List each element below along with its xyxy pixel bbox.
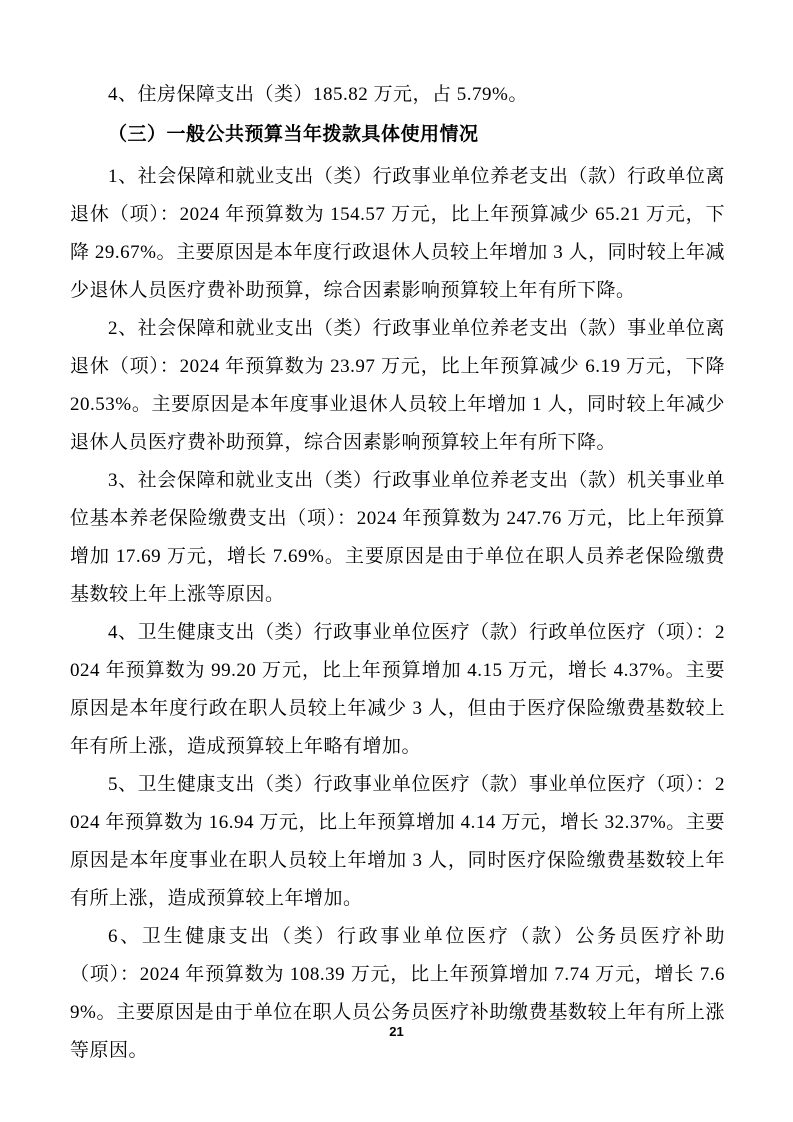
body-paragraph-1: 1、社会保障和就业支出（类）行政事业单位养老支出（款）行政单位离退休（项）：2024 年预算数为 154.57 万元，比上年预算减少 65.21 万元，下降 29.67%。主要原因是本年度行政退休人员较上年增加 3 人，同时较上年减少退休人员医疗费补助预算，综合因素影响预算较上年有所下降。 (70, 166, 725, 301)
section-heading: （三）一般公共预算当年拨款具体使用情况 (108, 124, 479, 145)
page-number: 21 (389, 1024, 404, 1039)
body-paragraph-5: 5、卫生健康支出（类）行政事业单位医疗（款）事业单位医疗（项）：2024 年预算数为 16.94 万元，比上年预算增加 4.14 万元，增长 32.37%。主要原因是本年度事业在职人员较上年增加 3 人，同时医疗保险缴费基数较上年有所上涨，造成预算较上年增加。 (70, 774, 725, 909)
body-paragraph-4: 4、卫生健康支出（类）行政事业单位医疗（款）行政单位医疗（项）：2024 年预算数为 99.20 万元，比上年预算增加 4.15 万元，增长 4.37%。主要原因是本年度行政在职人员较上年减少 3 人，但由于医疗保险缴费基数较上年有所上涨，造成预算较上年略有增加。 (70, 622, 725, 757)
body-paragraph-2: 2、社会保障和就业支出（类）行政事业单位养老支出（款）事业单位离退休（项）：2024 年预算数为 23.97 万元，比上年预算减少 6.19 万元，下降 20.53%。主要原因是本年度事业退休人员较上年增加 1 人，同时较上年减少退休人员医疗费补助预算，综合因素影响预算较上年有所下降。 (70, 318, 725, 453)
body-paragraph-6: 6、卫生健康支出（类）行政事业单位医疗（款）公务员医疗补助（项）：2024 年预算数为 108.39 万元，比上年预算增加 7.74 万元，增长 7.69%。主要原因是由于单位在职人员公务员医疗补助缴费基数较上年有所上涨等原因。 (70, 926, 725, 1061)
intro-paragraph: 4、住房保障支出（类）185.82 万元，占 5.79%。 (108, 84, 528, 105)
document-content (70, 76, 725, 1070)
body-paragraph-3: 3、社会保障和就业支出（类）行政事业单位养老支出（款）机关事业单位基本养老保险缴费支出（项）：2024 年预算数为 247.76 万元，比上年预算增加 17.69 万元，增长 7.69%。主要原因是由于单位在职人员养老保险缴费基数较上年上涨等原因。 (70, 470, 725, 605)
